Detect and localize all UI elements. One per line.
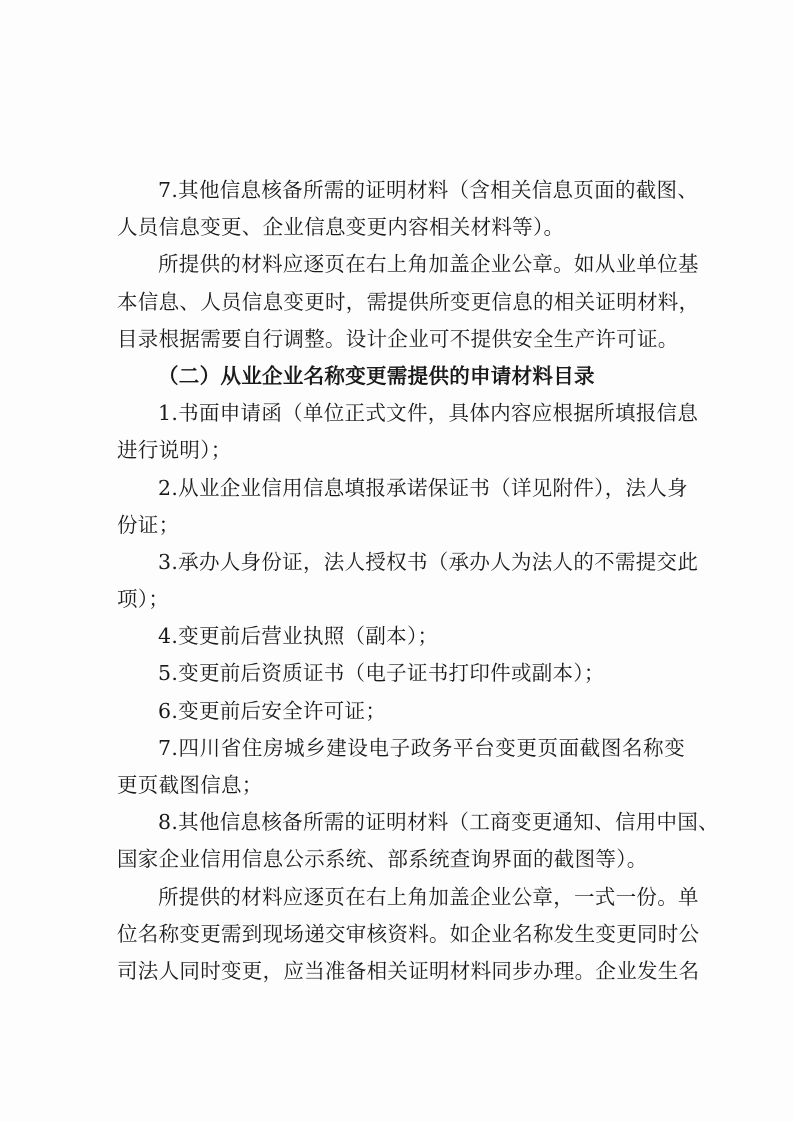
- paragraph-2-line-2: 位名称变更需到现场递交审核资料。如企业名称发生变更同时公: [117, 921, 700, 946]
- paragraph-2-line-3: 司法人同时变更，应当准备相关证明材料同步办理。企业发生名: [117, 958, 700, 983]
- list-item-1-line-1: 1.书面申请函（单位正式文件，具体内容应根据所填报信息: [158, 401, 699, 426]
- list-item-7b-line-2: 更页截图信息；: [117, 773, 263, 797]
- paragraph-1-line-2: 本信息、人员信息变更时，需提供所变更信息的相关证明材料，: [117, 289, 700, 314]
- paragraph-1-line-3: 目录根据需要自行调整。设计企业可不提供安全生产许可证。: [117, 326, 679, 351]
- list-item-2-line-2: 份证；: [117, 512, 180, 537]
- list-item-3-line-1: 3.承办人身份证，法人授权书（承办人为法人的不需提交此: [158, 549, 699, 574]
- list-item-6: 6.变更前后安全许可证；: [158, 698, 387, 723]
- paragraph-1-line-1: 所提供的材料应逐页在右上角加盖企业公章。如从业单位基: [158, 252, 699, 277]
- list-item-4: 4.变更前后营业执照（副本）；: [158, 624, 439, 649]
- list-item-2-line-1: 2.从业企业信用信息填报承诺保证书（详见附件），法人身: [158, 475, 688, 500]
- document-body: [117, 172, 719, 990]
- list-item-1-line-2: 进行说明）；: [117, 438, 232, 463]
- list-item-3-line-2: 项）；: [117, 587, 170, 612]
- section-heading: （二）从业企业名称变更需提供的申请材料目录: [158, 363, 595, 388]
- list-item-5: 5.变更前后资质证书（电子证书打印件或副本）；: [158, 661, 605, 686]
- list-item-8-line-2: 国家企业信用信息公示系统、部系统查询界面的截图等）。: [117, 847, 648, 872]
- list-item-7-line-1: 7.其他信息核备所需的证明材料（含相关信息页面的截图、: [158, 178, 699, 202]
- paragraph-2-line-1: 所提供的材料应逐页在右上角加盖企业公章，一式一份。单: [158, 884, 699, 909]
- list-item-8-line-1: 8.其他信息核备所需的证明材料（工商变更通知、信用中国、: [158, 810, 719, 835]
- list-item-7-line-2: 人员信息变更、企业信息变更内容相关材料等）。: [117, 215, 565, 240]
- list-item-7b-line-1: 7.四川省住房城乡建设电子政务平台变更页面截图名称变: [158, 735, 685, 760]
